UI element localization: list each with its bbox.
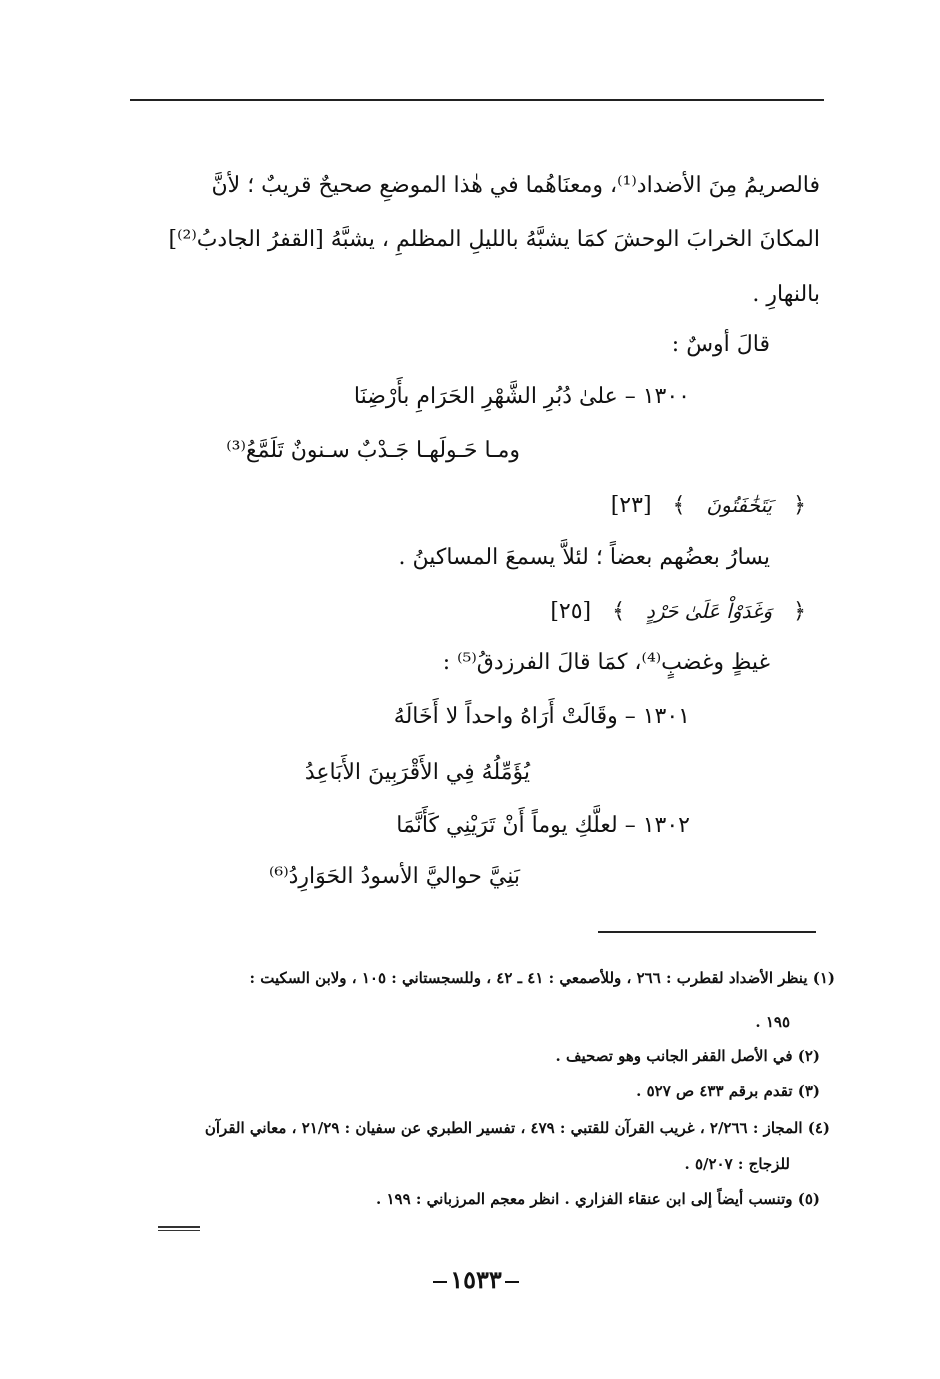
gloss-line-1: يسارُ بعضُهم بعضاً ؛ لئلاَّ يسمعَ المساكينُ . <box>398 545 770 570</box>
footnote-4-line-2: للزجاج : ٥/٢٠٧ . <box>684 1155 790 1173</box>
footnote-separator <box>598 931 816 933</box>
quran-open-bracket: ﴿ <box>793 493 806 518</box>
verse-number: [٢٣] <box>610 493 652 518</box>
body-line-1: فالصريمُ مِنَ الأضداد⁽¹⁾، ومعنَاهُما في هٰذا الموضعِ صحيحٌ قريبٌ ؛ لأنَّ <box>211 173 820 198</box>
quran-close-bracket: ﴾ <box>612 599 626 624</box>
quran-word: يَتَخَٰفَتُونَ <box>706 493 773 517</box>
quran-quote-1 <box>611 490 820 521</box>
footnote-4-line-1: (٤) المجاز : ٢/٢٦٦ ، غريب القرآن للقتبي : ٤٧٩ ، تفسير الطبري عن سفيان : ٢١/٢٩ ، معاني القرآن <box>204 1119 830 1137</box>
footnote-3: (٣) تقدم برقم ٤٣٣ ص ٥٢٧ . <box>636 1082 820 1100</box>
footnote-2: (٢) في الأصل القفر الجانب وهو تصحيف . <box>555 1047 820 1065</box>
footnote-1-line-1: (١) ينظر الأضداد لقطرب : ٢٦٦ ، وللأصمعي : ٤١ ـ ٤٢ ، وللسجستاني : ١٠٥ ، ولابن السكيت : <box>249 969 835 987</box>
body-line-2: المكانَ الخرابَ الوحشَ كمَا يشبَّهُ بالليلِ المظلمِ ، يشبَّهُ [القفرُ الجادبُ⁽²⁾] <box>168 227 820 252</box>
verse-1302-first-hemistich: ١٣٠٢ – لعلَّكِ يوماً أَنْ تَرَيْنِي كَأَنَّمَا <box>396 813 690 838</box>
footnote-1-line-2: ١٩٥ . <box>755 1013 790 1031</box>
verse-1301-second-hemistich: يُؤَمِّلُهُ فِي الأَقْرَبِينَ الأَبَاعِدُ <box>304 760 530 785</box>
verse-number: [٢٥] <box>550 599 592 624</box>
quran-word: وَغَدَوْاْ عَلَىٰ حَرْدٍ <box>646 599 773 623</box>
gloss-line-2: غيظٍ وغضبٍ⁽⁴⁾، كمَا قالَ الفرزدقُ⁽⁵⁾ : <box>442 650 770 675</box>
poet-intro: قالَ أوسٌ : <box>671 332 770 357</box>
body-line-3: بالنهارِ . <box>752 282 820 307</box>
header-rule <box>130 99 824 101</box>
verse-1300-first-hemistich: ١٣٠٠ – علىٰ دُبُرِ الشَّهْرِ الحَرَامِ بأَرْضِنَا <box>353 384 690 409</box>
verse-1302-second-hemistich: بَنِيَّ حواليَّ الأسودُ الحَوَارِدُ⁽⁶⁾ <box>268 864 520 889</box>
page-number <box>420 1265 532 1294</box>
verse-1301-first-hemistich: ١٣٠١ – وقَالَتْ أَرَاهُ واحداً لا أَخَالَهُ <box>393 704 690 729</box>
verse-1300-second-hemistich: ومـا حَـولَهـا جَـدْبٌ سـنونٌ تَلَمَّعُ⁽³⁾ <box>226 438 520 463</box>
page-number-value: ١٥٣٣ <box>450 1265 502 1294</box>
quran-close-bracket: ﴾ <box>672 493 686 518</box>
quran-quote-2 <box>550 596 820 627</box>
footnote-5: (٥) وتنسب أيضاً إلى ابن عنقاء الفزاري . انظر معجم المرزباني : ١٩٩ . <box>376 1190 820 1208</box>
quran-open-bracket: ﴿ <box>793 599 806 624</box>
end-mark <box>158 1226 200 1233</box>
